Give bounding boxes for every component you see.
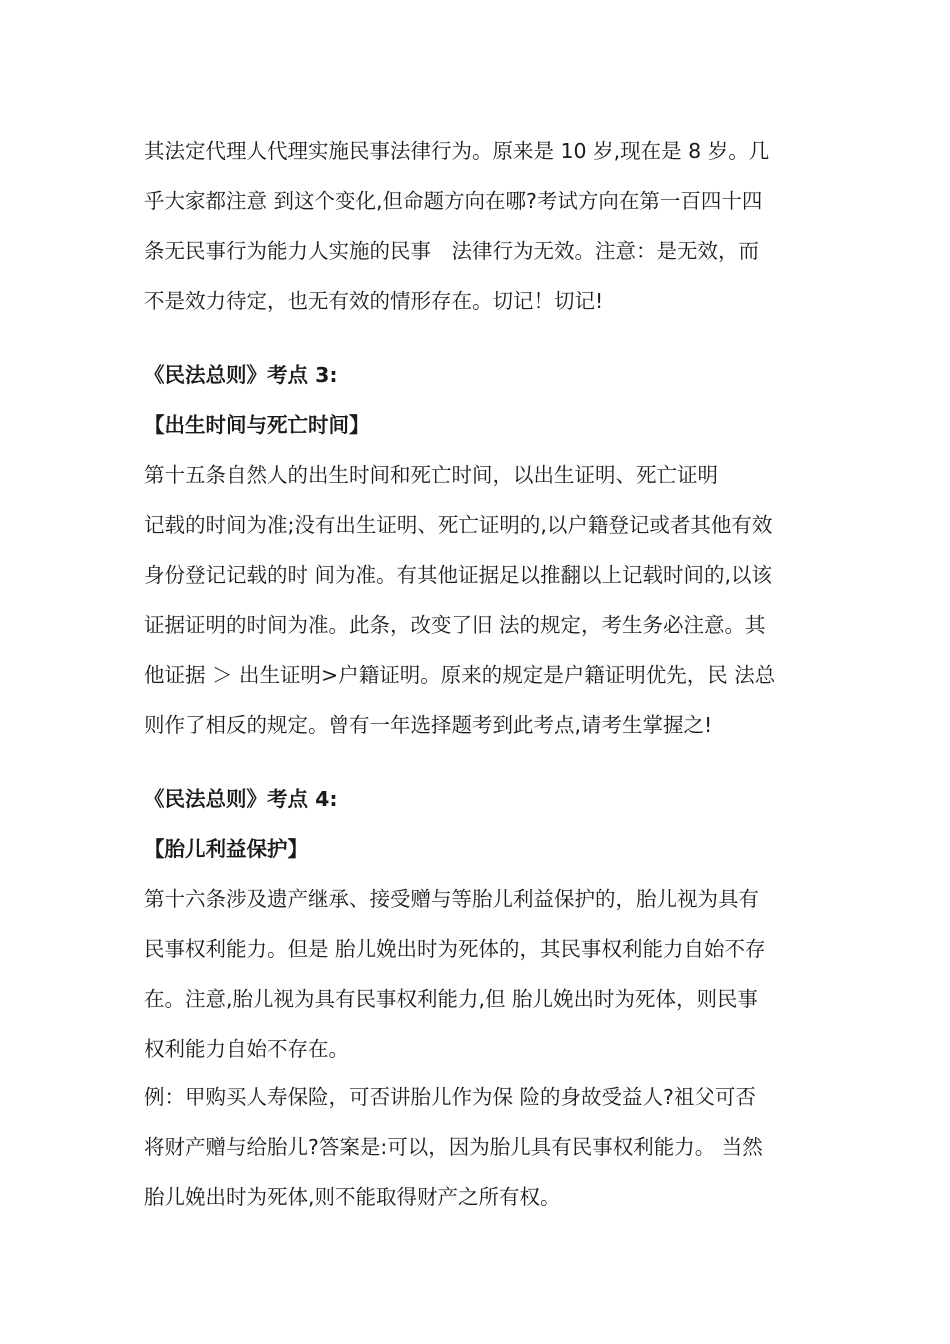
paragraph-line: 民事权利能力。但是 胎儿娩出时为死体的，其民事权利能力自始不存 xyxy=(144,937,766,961)
paragraph-line: 乎大家都注意 到这个变化,但命题方向在哪?考试方向在第一百四十四 xyxy=(144,189,763,213)
example-line: 将财产赠与给胎儿?答案是:可以，因为胎儿具有民事权利能力。 当然 xyxy=(144,1135,763,1159)
paragraph-line: 权利能力自始不存在。 xyxy=(144,1037,349,1061)
paragraph-line: 则作了相反的规定。曾有一年选择题考到此考点,请考生掌握之! xyxy=(144,713,713,737)
section-3-topic: 【出生时间与死亡时间】 xyxy=(144,413,370,437)
paragraph-line: 在。注意,胎儿视为具有民事权利能力,但 胎儿娩出时为死体，则民事 xyxy=(144,987,759,1011)
paragraph-line: 条无民事行为能力人实施的民事 法律行为无效。注意：是无效，而 xyxy=(144,239,759,263)
paragraph-line: 不是效力待定，也无有效的情形存在。切记！切记! xyxy=(144,289,604,313)
example-line: 胎儿娩出时为死体,则不能取得财产之所有权。 xyxy=(144,1185,561,1209)
paragraph-line: 其法定代理人代理实施民事法律行为。原来是 10 岁,现在是 8 岁。几 xyxy=(144,139,770,163)
paragraph-line: 第十六条涉及遗产继承、接受赠与等胎儿利益保护的，胎儿视为具有 xyxy=(144,887,759,911)
example-line: 例：甲购买人寿保险，可否讲胎儿作为保 险的身故受益人?祖父可否 xyxy=(144,1085,756,1109)
paragraph-line: 身份登记记载的时 间为准。有其他证据足以推翻以上记载时间的,以该 xyxy=(144,563,773,587)
paragraph-line: 记载的时间为准;没有出生证明、死亡证明的,以户籍登记或者其他有效 xyxy=(144,513,773,537)
section-3-title: 《民法总则》考点 3: xyxy=(144,363,338,387)
paragraph-line: 第十五条自然人的出生时间和死亡时间，以出生证明、死亡证明 xyxy=(144,463,718,487)
section-4-topic: 【胎儿利益保护】 xyxy=(144,837,308,861)
paragraph-line: 他证据 ＞ 出生证明>户籍证明。原来的规定是户籍证明优先，民 法总 xyxy=(144,663,776,687)
section-4-title: 《民法总则》考点 4: xyxy=(144,787,338,811)
paragraph-line: 证据证明的时间为准。此条，改变了旧 法的规定，考生务必注意。其 xyxy=(144,613,766,637)
